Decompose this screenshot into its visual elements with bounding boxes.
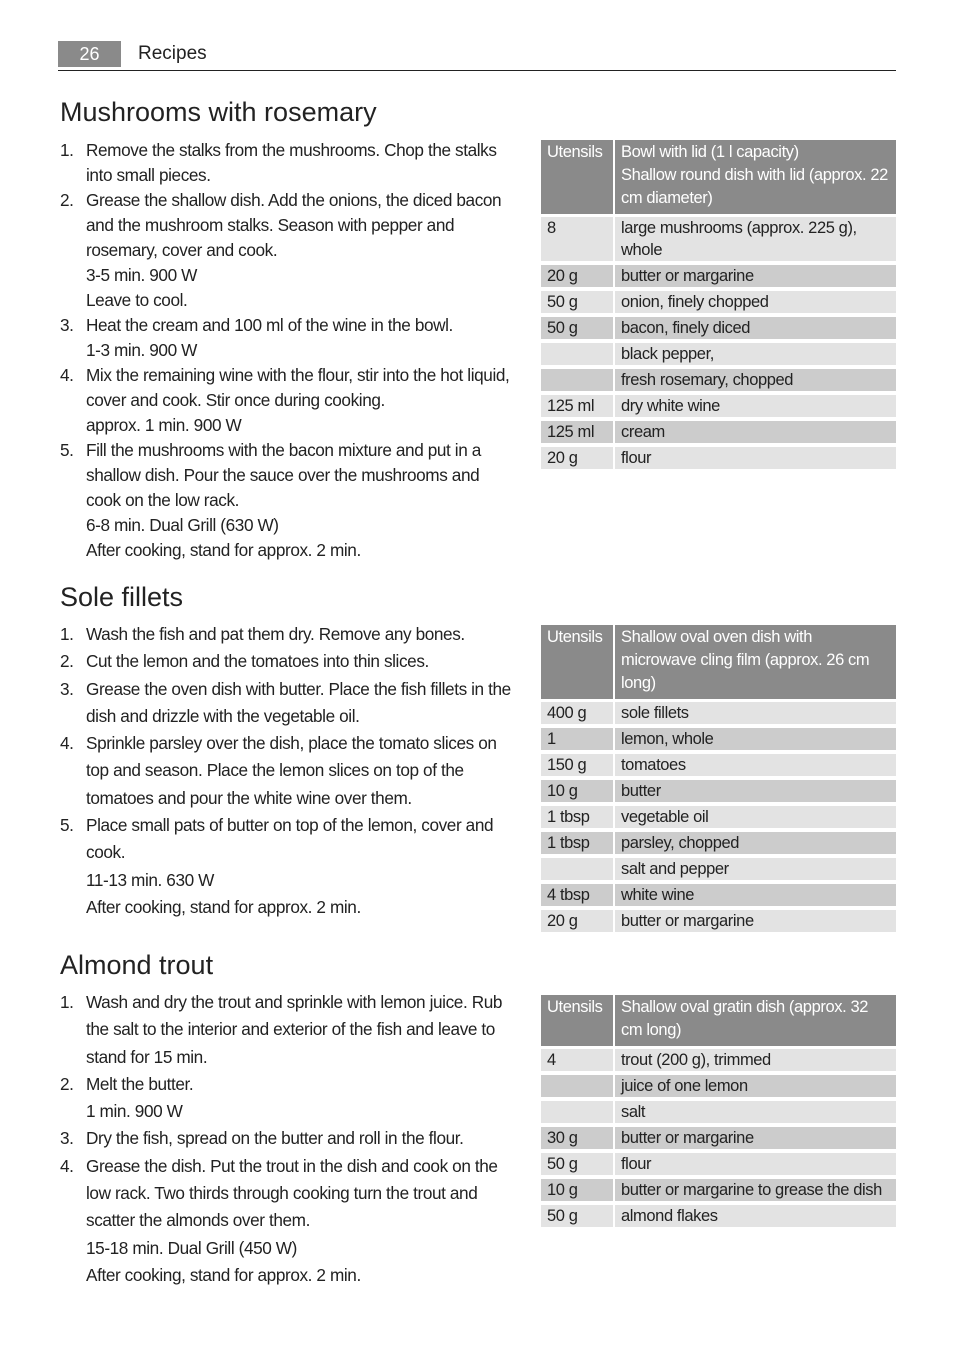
step-item <box>60 648 515 675</box>
ingredient-row <box>541 858 896 884</box>
step-text: Wash the fish and pat them dry. Remove any bones. <box>86 624 465 644</box>
utensil-item: Bowl with lid (1 l capacity) <box>621 143 799 161</box>
ingredient-name: lemon, whole <box>615 728 896 754</box>
step-text: Heat the cream and 100 ml of the wine in the bowl. <box>86 315 453 335</box>
ingredient-quantity <box>541 343 615 369</box>
ingredients-table <box>541 995 896 1231</box>
step-item <box>60 188 515 313</box>
ingredient-quantity: 50 g <box>541 1205 615 1231</box>
ingredient-quantity: 30 g <box>541 1127 615 1153</box>
recipe-steps <box>60 138 515 563</box>
ingredient-quantity: 10 g <box>541 780 615 806</box>
step-number: 2. <box>60 190 74 210</box>
ingredient-row <box>541 728 896 754</box>
recipe-title: Almond trout <box>60 950 214 980</box>
step-text: Sprinkle parsley over the dish, place the tomato slices on top and season. Place the lemon slices on top of the tomatoes and pour the white wine over them. <box>86 733 497 808</box>
step-text: Mix the remaining wine with the flour, stir into the hot liquid, cover and cook. Stir once during cooking. <box>86 365 510 410</box>
ingredient-row <box>541 1075 896 1101</box>
step-text: Dry the fish, spread on the butter and roll in the flour. <box>86 1128 464 1149</box>
step-text: Grease the dish. Put the trout in the dish and cook on the low rack. Two thirds through cooking turn the trout and scatter the almonds over them. <box>86 1155 498 1231</box>
step-item <box>60 138 515 188</box>
step-detail: approx. 1 min. 900 W <box>86 415 242 435</box>
step-item <box>60 313 515 363</box>
step-number: 2. <box>60 651 74 672</box>
ingredient-name: butter or margarine <box>615 910 896 936</box>
utensils-row <box>541 995 896 1046</box>
ingredient-row <box>541 421 896 447</box>
ingredient-quantity: 4 tbsp <box>541 884 615 910</box>
ingredient-row <box>541 1153 896 1179</box>
ingredient-row <box>541 702 896 728</box>
section-title: Recipes <box>138 43 207 64</box>
step-detail: 6-8 min. Dual Grill (630 W) <box>86 515 279 535</box>
step-item <box>60 676 515 731</box>
ingredient-quantity: 20 g <box>541 265 615 291</box>
ingredient-name: flour <box>615 1153 896 1179</box>
step-detail: 15-18 min. Dual Grill (450 W) <box>86 1237 297 1258</box>
utensils-label: Utensils <box>541 140 615 214</box>
step-number: 4. <box>60 365 74 385</box>
ingredient-row <box>541 1205 896 1231</box>
step-item <box>60 621 515 648</box>
recipe-steps <box>60 621 515 921</box>
ingredient-row <box>541 265 896 291</box>
ingredient-row <box>541 1127 896 1153</box>
ingredient-quantity: 50 g <box>541 317 615 343</box>
ingredient-row <box>541 447 896 473</box>
step-text: Wash and dry the trout and sprinkle with lemon juice. Rub the salt to the interior and exterior of the fish and leave to stand for 15 min. <box>86 992 503 1067</box>
step-detail: After cooking, stand for approx. 2 min. <box>86 540 361 560</box>
step-detail: 3-5 min. 900 W <box>86 265 197 285</box>
ingredient-row <box>541 780 896 806</box>
utensils-label: Utensils <box>541 625 615 699</box>
step-text: Grease the oven dish with butter. Place the fish fillets in the dish and drizzle with the vegetable oil. <box>86 678 511 726</box>
utensils-list <box>615 625 896 699</box>
ingredient-name: parsley, chopped <box>615 832 896 858</box>
step-text: Melt the butter. <box>86 1073 194 1094</box>
step-detail: After cooking, stand for approx. 2 min. <box>86 1264 361 1285</box>
ingredient-row <box>541 1049 896 1075</box>
ingredient-name: black pepper, <box>615 343 896 369</box>
ingredient-name: sole fillets <box>615 702 896 728</box>
step-item <box>60 1071 515 1126</box>
ingredient-name: almond flakes <box>615 1205 896 1231</box>
step-item <box>60 1153 515 1289</box>
step-item <box>60 989 515 1071</box>
ingredient-name: butter or margarine <box>615 265 896 291</box>
ingredient-name: vegetable oil <box>615 806 896 832</box>
step-item <box>60 812 515 921</box>
utensils-list <box>615 995 896 1046</box>
ingredient-row <box>541 317 896 343</box>
ingredient-name: large mushrooms (approx. 225 g), whole <box>615 217 896 265</box>
ingredient-name: juice of one lemon <box>615 1075 896 1101</box>
step-number: 1. <box>60 624 74 644</box>
utensils-label: Utensils <box>541 995 615 1046</box>
ingredient-quantity <box>541 1101 615 1127</box>
step-text: Cut the lemon and the tomatoes into thin slices. <box>86 651 429 672</box>
ingredient-row <box>541 832 896 858</box>
ingredient-name: onion, finely chopped <box>615 291 896 317</box>
ingredient-quantity: 20 g <box>541 447 615 473</box>
ingredient-quantity: 150 g <box>541 754 615 780</box>
step-number: 4. <box>60 1155 74 1176</box>
recipe-title: Mushrooms with rosemary <box>60 97 377 127</box>
utensils-row <box>541 625 896 699</box>
step-number: 3. <box>60 678 74 699</box>
ingredients-table <box>541 140 896 473</box>
ingredient-quantity: 1 tbsp <box>541 806 615 832</box>
step-item <box>60 438 515 563</box>
ingredient-row <box>541 884 896 910</box>
ingredient-row <box>541 369 896 395</box>
ingredient-quantity: 50 g <box>541 291 615 317</box>
ingredient-quantity: 1 tbsp <box>541 832 615 858</box>
ingredient-name: butter <box>615 780 896 806</box>
ingredient-name: salt and pepper <box>615 858 896 884</box>
ingredient-row <box>541 754 896 780</box>
ingredient-name: trout (200 g), trimmed <box>615 1049 896 1075</box>
step-number: 3. <box>60 1128 74 1149</box>
ingredient-quantity <box>541 858 615 884</box>
recipe-steps <box>60 989 515 1289</box>
ingredient-quantity: 10 g <box>541 1179 615 1205</box>
ingredient-quantity: 50 g <box>541 1153 615 1179</box>
step-number: 4. <box>60 733 74 754</box>
ingredient-name: flour <box>615 447 896 473</box>
step-number: 1. <box>60 140 74 160</box>
ingredient-name: bacon, finely diced <box>615 317 896 343</box>
recipe-title: Sole fillets <box>60 582 184 612</box>
utensils-row <box>541 140 896 214</box>
step-detail: 1-3 min. 900 W <box>86 340 197 360</box>
ingredient-row <box>541 910 896 936</box>
ingredient-name: dry white wine <box>615 395 896 421</box>
utensil-item: Shallow oval oven dish with microwave cling film (approx. 26 cm long) <box>621 628 870 692</box>
ingredient-quantity: 20 g <box>541 910 615 936</box>
step-number: 3. <box>60 315 74 335</box>
ingredient-name: fresh rosemary, chopped <box>615 369 896 395</box>
ingredient-row <box>541 217 896 265</box>
ingredient-quantity: 400 g <box>541 702 615 728</box>
ingredient-row <box>541 1101 896 1127</box>
ingredients-table <box>541 625 896 936</box>
ingredient-row <box>541 343 896 369</box>
ingredient-quantity <box>541 1075 615 1101</box>
page-number: 26 <box>58 41 121 67</box>
step-item <box>60 730 515 812</box>
step-item <box>60 1125 515 1152</box>
step-number: 2. <box>60 1073 74 1094</box>
ingredient-name: butter or margarine to grease the dish <box>615 1179 896 1205</box>
step-detail: 1 min. 900 W <box>86 1101 183 1122</box>
step-detail: After cooking, stand for approx. 2 min. <box>86 896 361 917</box>
ingredient-name: tomatoes <box>615 754 896 780</box>
step-number: 5. <box>60 440 74 460</box>
step-number: 1. <box>60 992 74 1012</box>
step-detail: 11-13 min. 630 W <box>86 869 214 890</box>
ingredient-quantity: 4 <box>541 1049 615 1075</box>
ingredient-row <box>541 806 896 832</box>
ingredient-name: butter or margarine <box>615 1127 896 1153</box>
step-item <box>60 363 515 438</box>
ingredient-row <box>541 291 896 317</box>
step-text: Grease the shallow dish. Add the onions, the diced bacon and the mushroom stalks. Season with pepper and rosemary, cover and cook. <box>86 190 502 260</box>
page-header <box>58 38 896 71</box>
ingredient-quantity: 125 ml <box>541 421 615 447</box>
ingredient-name: salt <box>615 1101 896 1127</box>
step-text: Place small pats of butter on top of the lemon, cover and cook. <box>86 815 494 863</box>
ingredient-quantity <box>541 369 615 395</box>
utensil-item: Shallow round dish with lid (approx. 22 cm diameter) <box>621 166 888 207</box>
step-detail: Leave to cool. <box>86 290 188 310</box>
step-text: Fill the mushrooms with the bacon mixture and put in a shallow dish. Pour the sauce over the mushrooms and cook on the low rack. <box>86 440 481 510</box>
ingredient-name: white wine <box>615 884 896 910</box>
utensil-item: Shallow oval gratin dish (approx. 32 cm long) <box>621 998 868 1039</box>
step-number: 5. <box>60 815 74 836</box>
step-text: Remove the stalks from the mushrooms. Chop the stalks into small pieces. <box>86 140 497 185</box>
ingredient-row <box>541 395 896 421</box>
ingredient-quantity: 1 <box>541 728 615 754</box>
ingredient-row <box>541 1179 896 1205</box>
ingredient-name: cream <box>615 421 896 447</box>
utensils-list <box>615 140 896 214</box>
ingredient-quantity: 8 <box>541 217 615 265</box>
ingredient-quantity: 125 ml <box>541 395 615 421</box>
